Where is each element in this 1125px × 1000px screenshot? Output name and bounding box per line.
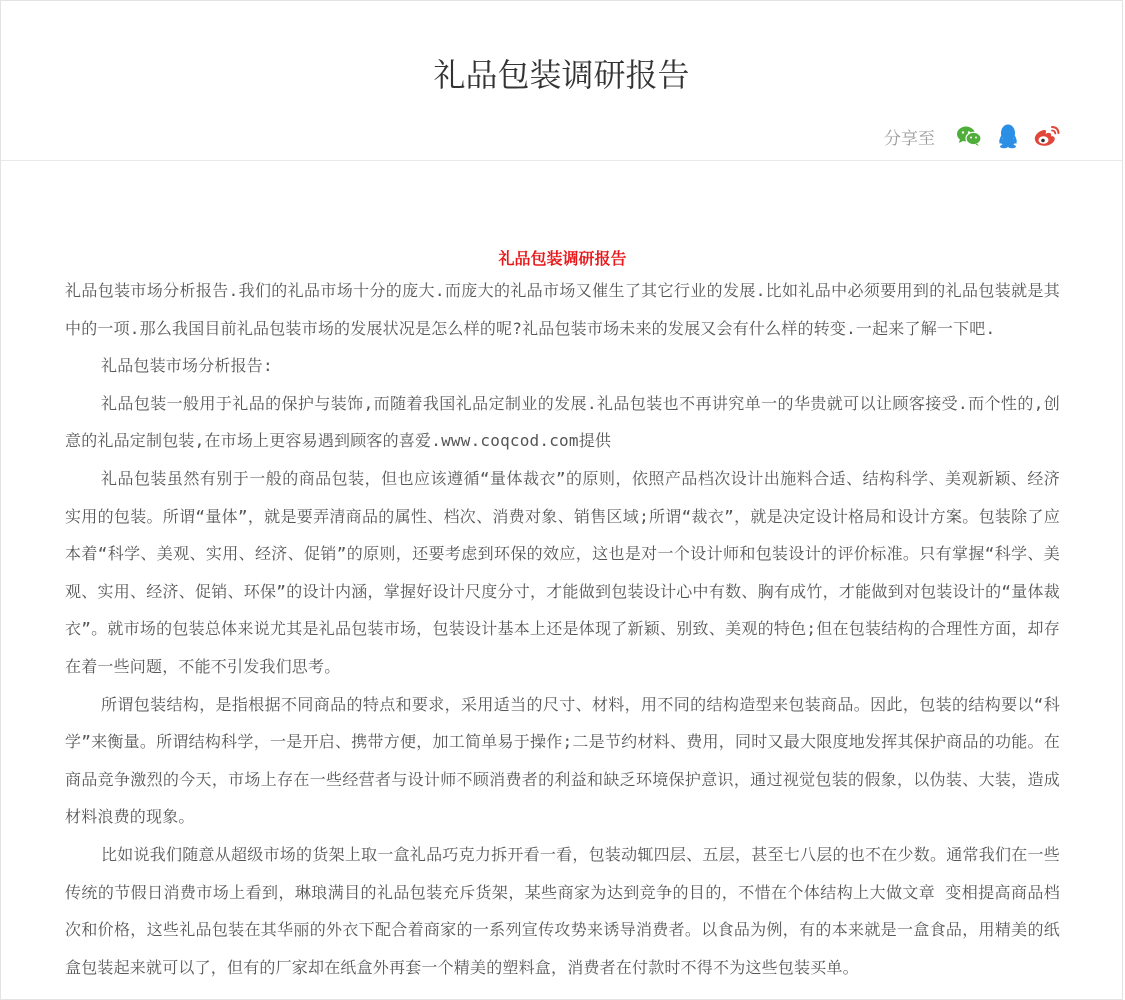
article-heading: 礼品包装调研报告 — [498, 249, 627, 268]
page-header — [1, 1, 1122, 161]
article-paragraph: 礼品包装一般用于礼品的保护与装饰,而随着我国礼品定制业的发展.礼品包装也不再讲究单一的华贵就可以让顾客接受.而个性的,创意的礼品定制包装,在市场上更容易遇到顾客的喜爱.www.coqcod.com提供 — [65, 393, 1060, 451]
article-paragraph: 礼品包装虽然有别于一般的商品包装，但也应该遵循“量体裁衣”的原则，依照产品档次设计出施料合适、结构科学、美观新颖、经济实用的包装。所谓“量体”，就是要弄清商品的属性、档次、消费对象、销售区域;所谓“裁衣”，就是决定设计格局和设计方案。包装除了应本着“科学、美观、实用、经济、促销”的原则，还要考虑到环保的效应，这也是对一个设计师和包装设计的评价标准。只有掌握“科学、美观、实用、经济、促销、环保”的设计内涵，掌握好设计尺度分寸，才能做到包装设计心中有数、胸有成竹，才能做到对包装设计的“量体裁衣”。就市场的包装总体来说尤其是礼品包装市场，包装设计基本上还是体现了新颖、别致、美观的特色;但在包装结构的合理性方面，却存在着一些问题，不能不引发我们思考。 — [65, 468, 1060, 676]
article-paragraph: 礼品包装市场分析报告.我们的礼品市场十分的庞大.而庞大的礼品市场又催生了其它行业的发展.比如礼品中必须要用到的礼品包装就是其中的一项.那么我国目前礼品包装市场的发展状况是怎么样的呢?礼品包装市场未来的发展又会有什么样的转变.一起来了解一下吧. — [65, 281, 1060, 338]
wechat-icon[interactable] — [954, 121, 984, 151]
article-content — [1, 246, 1122, 986]
weibo-icon[interactable] — [1032, 121, 1062, 151]
article-paragraph: 所谓包装结构，是指根据不同商品的特点和要求，采用适当的尺寸、材料，用不同的结构造型来包装商品。因此，包装的结构要以“科学”来衡量。所谓结构科学，一是开启、携带方便，加工简单易于操作;二是节约材料、费用，同时又最大限度地发挥其保护商品的功能。在商品竞争激烈的今天，市场上存在一些经营者与设计师不顾消费者的利益和缺乏环境保护意识，通过视觉包装的假象，以伪装、大装，造成材料浪费的现象。 — [65, 694, 1060, 827]
share-bar — [884, 121, 1062, 151]
page-title: 礼品包装调研报告 — [433, 56, 690, 94]
qq-icon[interactable] — [993, 121, 1023, 151]
article-paragraph: 礼品包装市场分析报告: — [101, 356, 273, 376]
share-label: 分享至 — [884, 128, 935, 149]
article-paragraph: 比如说我们随意从超级市场的货架上取一盒礼品巧克力拆开看一看，包装动辄四层、五层，甚至七八层的也不在少数。通常我们在一些传统的节假日消费市场上看到，琳琅满目的礼品包装充斥货架，某些商家为达到竞争的目的，不惜在个体结构上大做文章 变相提高商品档次和价格，这些礼品包装在其华丽的外衣下配合着商家的一系列宣传攻势来诱导消费者。以食品为例，有的本来就是一盒食品，用精美的纸盒包装起来就可以了，但有的厂家却在纸盒外再套一个精美的塑料盒，消费者在付款时不得不为这些包装买单。 — [65, 844, 1060, 977]
